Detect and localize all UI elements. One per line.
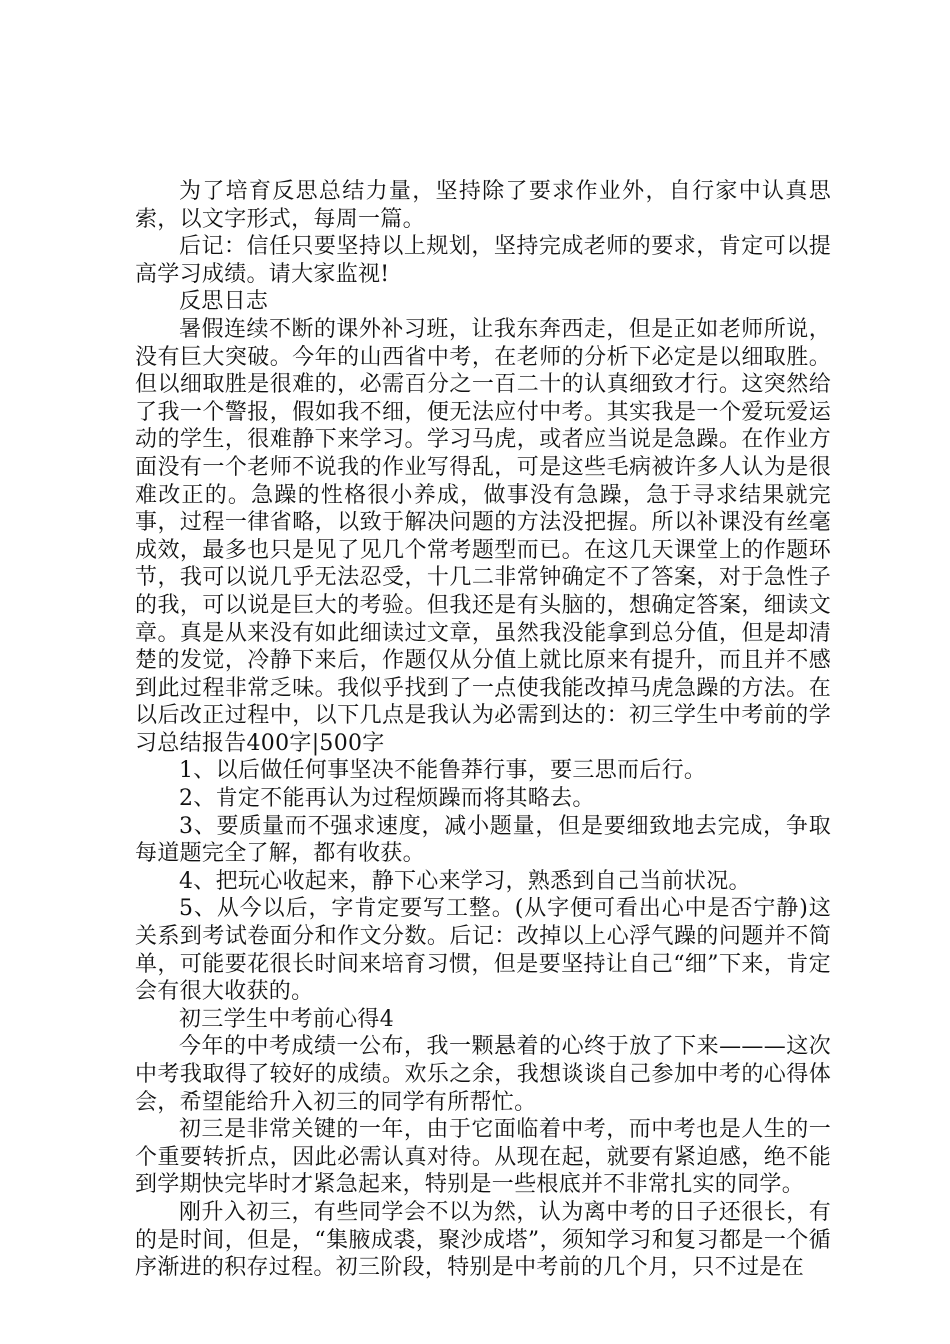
list-item: 3、要质量而不强求速度，减小题量，但是要细致地去完成，争取每道题完全了解，都有收获。 [135, 813, 831, 867]
section-heading: 初三学生中考前心得4 [179, 1006, 394, 1032]
paragraph: 刚升入初三，有些同学会不以为然，认为离中考的日子还很长，有的是时间，但是，“集腋成裘，聚沙成塔”，须知学习和复习都是一个循序渐进的积存过程。初三阶段，特别是中考前的几个月，只不过是在 [135, 1199, 831, 1281]
document-body [135, 178, 831, 1282]
paragraph: 初三是非常关键的一年，由于它面临着中考，而中考也是人生的一个重要转折点，因此必需认真对待。从现在起，就要有紧迫感，绝不能到学期快完毕时才紧急起来，特别是一些根底并不非常扎实的同学。 [135, 1117, 831, 1198]
list-item: 4、把玩心收起来，静下心来学习，熟悉到自己当前状况。 [179, 868, 751, 894]
list-item: 2、肯定不能再认为过程烦躁而将其略去。 [179, 786, 595, 812]
paragraph: 为了培育反思总结力量，坚持除了要求作业外，自行家中认真思索，以文字形式，每周一篇。 [135, 179, 831, 232]
list-item: 1、以后做任何事坚决不能鲁莽行事，要三思而后行。 [179, 758, 707, 784]
paragraph: 今年的中考成绩一公布，我一颗悬着的心终于放了下来———这次中考我取得了较好的成绩。欢乐之余，我想谈谈自己参加中考的心得体会，希望能给升入初三的同学有所帮忙。 [135, 1034, 831, 1115]
section-heading: 反思日志 [179, 289, 269, 315]
paragraph: 后记：信任只要坚持以上规划，坚持完成老师的要求，肯定可以提高学习成绩。请大家监视! [135, 234, 831, 287]
list-item: 5、从今以后，字肯定要写工整。(从字便可看出心中是否宁静)这关系到考试卷面分和作文分数。后记：改掉以上心浮气躁的问题并不简单，可能要花很长时间来培育习惯，但是要坚持让自己“细”下来，肯定会有很大收获的。 [135, 896, 831, 1005]
paragraph: 暑假连续不断的课外补习班，让我东奔西走，但是正如老师所说，没有巨大突破。今年的山西省中考，在老师的分析下必定是以细取胜。但以细取胜是很难的，必需百分之一百二十的认真细致才行。这突然给了我一个警报，假如我不细，便无法应付中考。其实我是一个爱玩爱运动的学生，很难静下来学习。学习马虎，或者应当说是急躁。在作业方面没有一个老师不说我的作业写得乱，可是这些毛病被许多人认为是很难改正的。急躁的性格很小养成，做事没有急躁，急于寻求结果就完事，过程一律省略，以致于解决问题的方法没把握。所以补课没有丝毫成效，最多也只是见了见几个常考题型而已。在这几天课堂上的作题环节，我可以说几乎无法忍受，十几二非常钟确定不了答案，对于急性子的我，可以说是巨大的考验。但我还是有头脑的，想确定答案，细读文章。真是从来没有如此细读过文章，虽然我没能拿到总分值，但是却清楚的发觉，冷静下来后，作题仅从分值上就比原来有提升，而且并不感到此过程非常乏味。我似乎找到了一点使我能改掉马虎急躁的方法。在以后改正过程中，以下几点是我认为必需到达的：初三学生中考前的学习总结报告400字|500字 [135, 316, 831, 756]
